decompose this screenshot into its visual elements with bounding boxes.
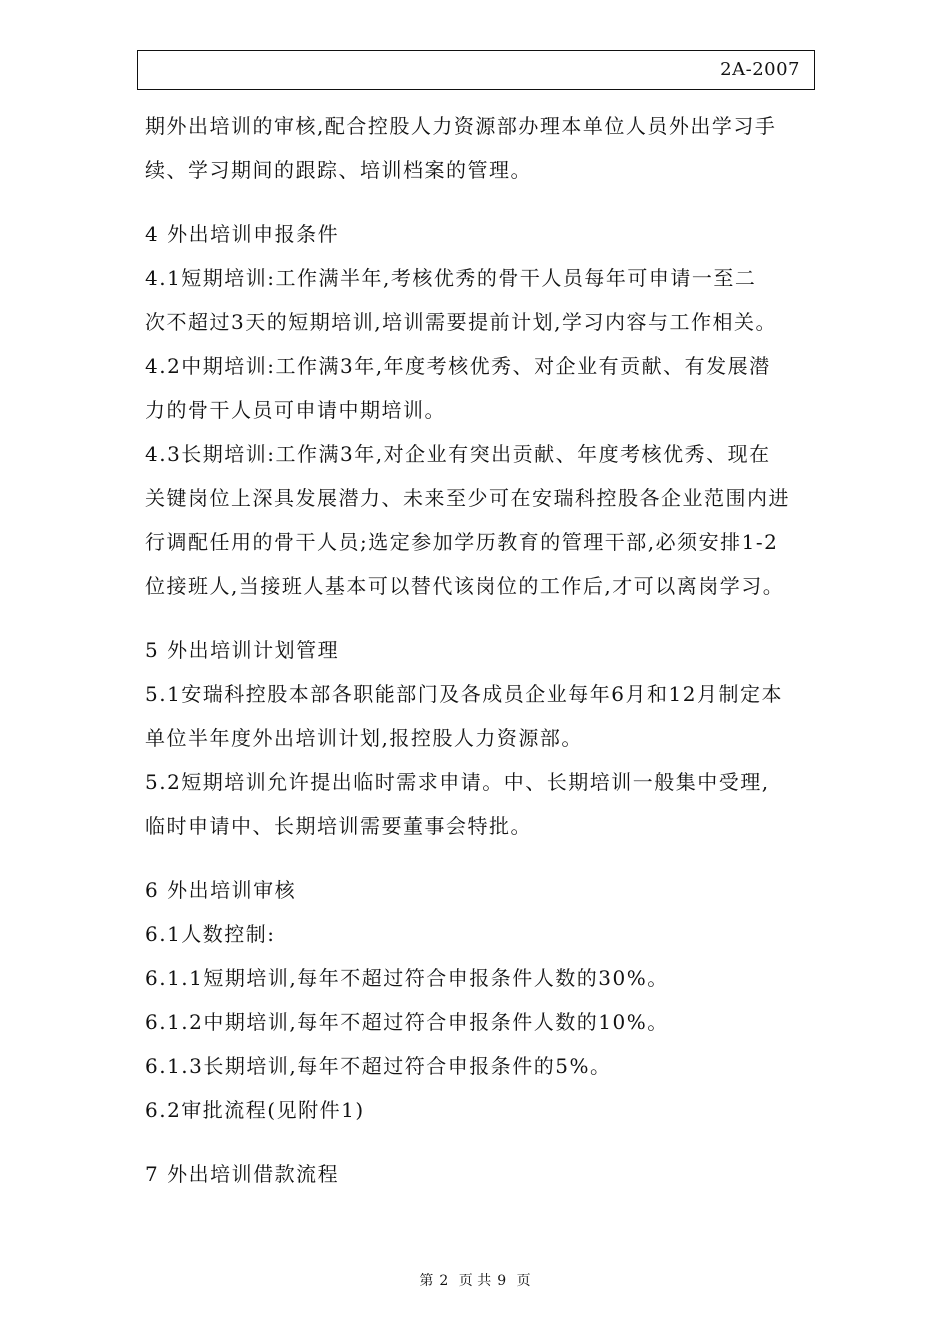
paragraph-line: 6.1人数控制: bbox=[145, 922, 276, 946]
paragraph-line: 6.2审批流程(见附件1) bbox=[145, 1098, 365, 1122]
document-code: 2A-2007 bbox=[720, 59, 800, 80]
footer-page-number: 2 bbox=[439, 1273, 449, 1289]
paragraph-line: 力的骨干人员可申请中期培训。 bbox=[145, 398, 446, 422]
page-footer bbox=[0, 1270, 950, 1290]
paragraph-line: 4.3长期培训:工作满3年,对企业有突出贡献、年度考核优秀、现在 bbox=[145, 442, 771, 466]
paragraph-line: 5.2短期培训允许提出临时需求申请。中、长期培训一般集中受理, bbox=[145, 770, 770, 794]
paragraph-line: 6.1.2中期培训,每年不超过符合申报条件人数的10%。 bbox=[145, 1010, 669, 1034]
footer-mid: 页 共 bbox=[458, 1273, 492, 1289]
paragraph-line: 5.1安瑞科控股本部各职能部门及各成员企业每年6月和12月制定本 bbox=[145, 682, 783, 706]
section-heading: 7 外出培训借款流程 bbox=[145, 1162, 340, 1186]
paragraph-line: 单位半年度外出培训计划,报控股人力资源部。 bbox=[145, 726, 583, 750]
paragraph-line: 临时申请中、长期培训需要董事会特批。 bbox=[145, 814, 532, 838]
paragraph-line: 6.1.1短期培训,每年不超过符合申报条件人数的30%。 bbox=[145, 966, 669, 990]
paragraph-line: 4.1短期培训:工作满半年,考核优秀的骨干人员每年可申请一至二 bbox=[145, 266, 757, 290]
document-body bbox=[145, 104, 810, 1196]
paragraph-line: 关键岗位上深具发展潜力、未来至少可在安瑞科控股各企业范围内进 bbox=[145, 486, 790, 510]
paragraph-line: 4.2中期培训:工作满3年,年度考核优秀、对企业有贡献、有发展潜 bbox=[145, 354, 771, 378]
footer-suffix: 页 bbox=[516, 1273, 531, 1289]
paragraph-line: 续、学习期间的跟踪、培训档案的管理。 bbox=[145, 158, 532, 182]
footer-total-pages: 9 bbox=[497, 1273, 507, 1289]
section-heading: 5 外出培训计划管理 bbox=[145, 638, 340, 662]
section-heading: 6 外出培训审核 bbox=[145, 878, 297, 902]
paragraph-line: 次不超过3天的短期培训,培训需要提前计划,学习内容与工作相关。 bbox=[145, 310, 777, 334]
paragraph-line: 位接班人,当接班人基本可以替代该岗位的工作后,才可以离岗学习。 bbox=[145, 574, 785, 598]
paragraph-line: 6.1.3长期培训,每年不超过符合申报条件的5%。 bbox=[145, 1054, 612, 1078]
footer-prefix: 第 bbox=[419, 1273, 434, 1289]
header-box bbox=[137, 50, 815, 90]
section-heading: 4 外出培训申报条件 bbox=[145, 222, 340, 246]
paragraph-line: 期外出培训的审核,配合控股人力资源部办理本单位人员外出学习手 bbox=[145, 114, 777, 138]
paragraph-line: 行调配任用的骨干人员;选定参加学历教育的管理干部,必须安排1-2 bbox=[145, 530, 779, 554]
